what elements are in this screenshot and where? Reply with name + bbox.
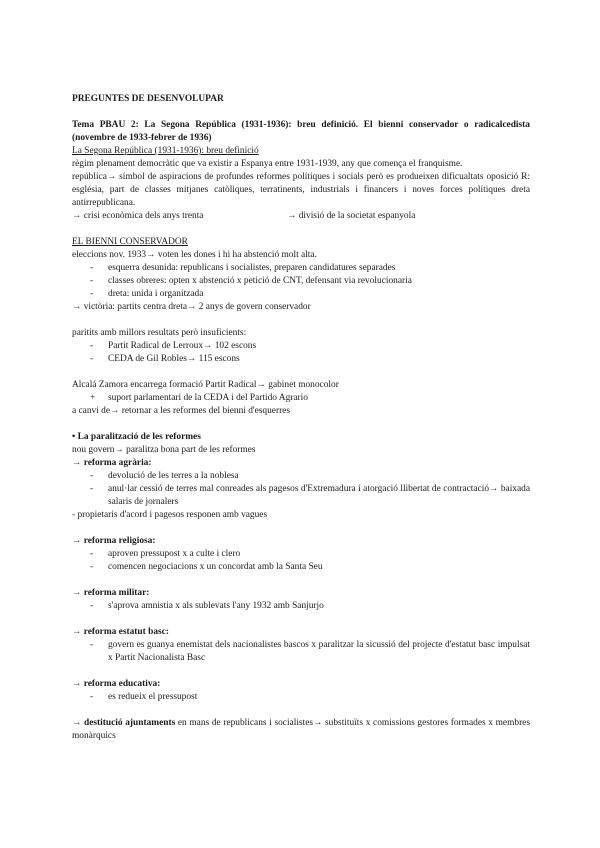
- topic-title: Tema PBAU 2: La Segona República (1931-1936): breu definició. El bienni conservador o radicalcedista (novembre de 1933-febrer de 1936): [72, 120, 530, 143]
- agraria-title: → reforma agrària:: [72, 458, 152, 468]
- alcala-line: Alcalá Zamora encarrega formació Partit Radical→ gabinet monocolor: [72, 380, 339, 390]
- definition-line: república→ símbol de aspiracions de profundes reformes polítiques i socials però es produeixen dificualtats oposició R: església, part de classes mitjanes catòliques, terratinents, industrials i financers i noves forces polítiques dreta antirrepublicana.: [72, 172, 530, 208]
- page-heading: PREGUNTES DE DESENVOLUPAR: [72, 94, 224, 104]
- agraria-note: - propietaris d'acord i pagesos responen amb vagues: [72, 510, 268, 520]
- religiosa-title: → reforma religiosa:: [72, 536, 156, 546]
- paralitzacio-intro: nou govern→ paralitza bona part de les reformes: [72, 445, 256, 455]
- educativa-list: [72, 691, 530, 704]
- definition-subheading: La Segona República (1931-1936): breu definició: [72, 146, 259, 156]
- victory-line: → victòria: partits centra dreta→ 2 anys de govern conservador: [72, 302, 311, 312]
- list-item: - esquerra desunida: republicans i socialistes, preparen candidatures separades: [72, 262, 530, 275]
- destitucio-label: → destitució ajuntaments: [72, 718, 176, 728]
- paralitzacio-title: • La paralització de les reformes: [72, 432, 201, 442]
- bienni-subheading: EL BIENNI CONSERVADOR: [72, 237, 188, 247]
- militar-title: → reforma militar:: [72, 588, 150, 598]
- definition-line: règim plenament democràtic que va existir a Espanya entre 1931-1939, any que comença el franquisme.: [72, 159, 463, 169]
- list-item: - comencen negociacions x un concordat amb la Santa Seu: [72, 561, 530, 574]
- agraria-list: [72, 470, 530, 509]
- militar-list: [72, 600, 530, 613]
- list-item: - s'aprova amnistia x als sublevats l'any 1932 amb Sanjurjo: [72, 600, 530, 613]
- list-item: - dreta: unida i organitzada: [72, 288, 530, 301]
- exchange-line: a canvi de→ retornar a les reformes del bienni d'esquerres: [72, 406, 291, 416]
- list-item: - anul·lar cessió de terres mal conreades als pagesos d'Extremadura i atorgació llibertat de contractació→ baixada salaris de jornalers: [72, 483, 530, 509]
- estatut-list: [72, 639, 530, 665]
- cause-social: → divisió de la societat espanyola: [287, 211, 416, 221]
- alcala-list: [72, 392, 530, 405]
- list-item: - govern es guanya enemistat dels nacionalistes bascos x paralitzar la sicussió del projecte d'estatut basc impulsat x Partit Nacionalista Basc: [72, 639, 530, 665]
- list-item: - es redueix el pressupost: [72, 691, 530, 704]
- cause-economic: → crisi econòmica dels anys trenta: [72, 211, 204, 221]
- religiosa-list: [72, 548, 530, 574]
- list-item: + suport parlamentari de la CEDA i del Partido Agrario: [72, 392, 530, 405]
- elections-list: [72, 262, 530, 301]
- causes-row: [72, 210, 530, 223]
- parties-intro: paritits amb millors resultats però insuficients:: [72, 328, 247, 338]
- list-item: - Partit Radical de Lerroux→ 102 escons: [72, 340, 530, 353]
- list-item: - devolució de les terres a la noblesa: [72, 470, 530, 483]
- destitucio-text: en mans de republicans i socialistes→ substituïts x comissions gestores formades x membres monàrquics: [72, 718, 530, 741]
- list-item: - aproven pressupost x a culte i clero: [72, 548, 530, 561]
- document-content: [72, 93, 530, 743]
- educativa-title: → reforma educativa:: [72, 679, 161, 689]
- list-item: - classes obreres: opten x abstenció x petició de CNT, defensant via revolucionaria: [72, 275, 530, 288]
- estatut-title: → reforma estatut basc:: [72, 627, 169, 637]
- list-item: - CEDA de Gil Robles→ 115 escons: [72, 353, 530, 366]
- elections-line: eleccions nov. 1933→ voten les dones i hi ha abstenció molt alta.: [72, 250, 317, 260]
- parties-list: [72, 340, 530, 366]
- destitucio-paragraph: [72, 717, 530, 743]
